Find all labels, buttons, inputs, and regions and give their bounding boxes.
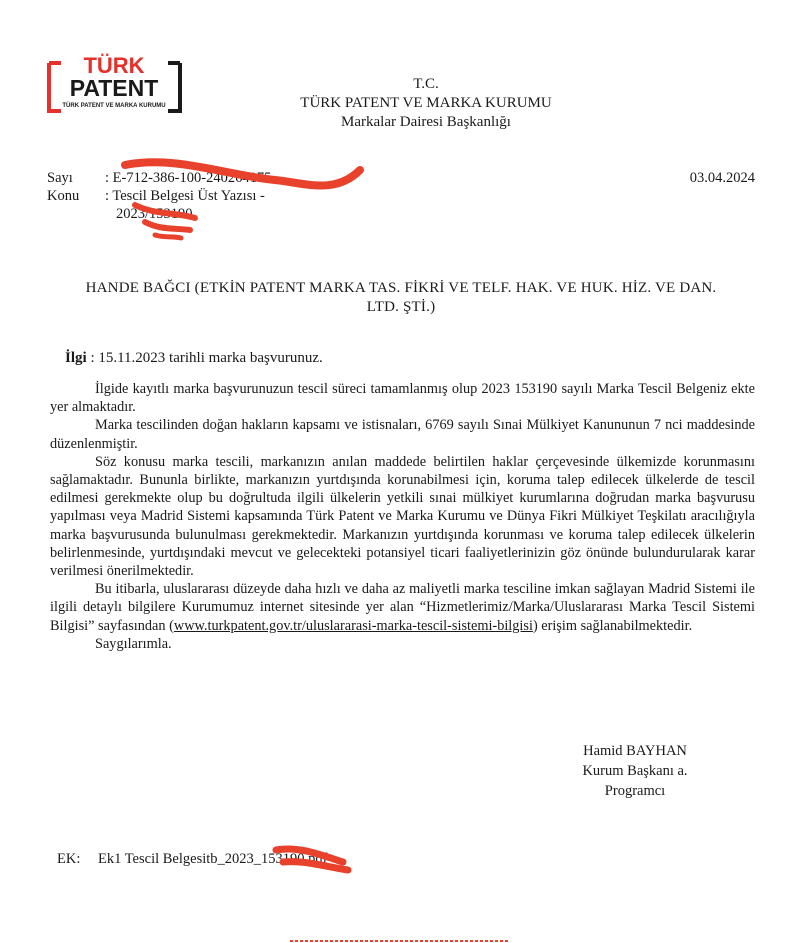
konu-value-line1: : Tescil Belgesi Üst Yazısı - bbox=[105, 188, 265, 204]
attachment bbox=[57, 851, 327, 868]
header-department: Markalar Dairesi Başkanlığı bbox=[341, 114, 511, 130]
logo-main-text: PATENT bbox=[69, 75, 159, 101]
body-paragraph-4 bbox=[50, 580, 755, 635]
logo-top-text: TÜRK bbox=[83, 53, 145, 78]
recipient bbox=[45, 279, 757, 317]
signatory-title: Kurum Başkanı a. bbox=[582, 763, 688, 779]
body-paragraph-1: İlgide kayıtlı marka başvurunuzun tescil süreci tamamlanmış olup 2023 153190 sayılı Marka Tescil Belgeniz ekte yer almaktadır. bbox=[50, 381, 755, 416]
signature-block bbox=[560, 741, 710, 801]
konu-label: Konu bbox=[47, 188, 80, 204]
footer-cutoff-line bbox=[290, 934, 510, 942]
closing: Saygılarımla. bbox=[95, 635, 172, 652]
document-date: 03.04.2024 bbox=[689, 170, 755, 186]
recipient-line2: LTD. ŞTİ.) bbox=[366, 299, 436, 315]
recipient-line1: HANDE BAĞCI (ETKİN PATENT MARKA TAS. FİKRİ VE TELF. HAK. VE HUK. HİZ. VE DAN. bbox=[85, 280, 717, 296]
body-paragraph-4-end: ) erişim sağlanabilmektedir. bbox=[532, 617, 693, 634]
ilgi-text: : 15.11.2023 tarihli marka başvurunuz. bbox=[90, 350, 323, 366]
ilgi-label: İlgi bbox=[65, 350, 87, 366]
signatory-name: Hamid BAYHAN bbox=[583, 743, 687, 759]
madrid-system-link[interactable]: www.turkpatent.gov.tr/uluslararasi-marka-tescil-sistemi-bilgisi bbox=[173, 617, 533, 634]
header-tc: T.C. bbox=[413, 76, 439, 92]
konu-value-line2: 2023/153190 bbox=[116, 206, 193, 222]
body-paragraph-4-text: Bu itibarla, uluslararası düzeyde daha hızlı ve daha az maliyetli marka tesciline imkan sağlayan Madrid Sistemi ile ilgili detaylı bilgilere Kurumumuz internet sitesinde yer alan “Hizmetlerimiz/Marka/Uluslararası Marka Tescil Sistemi Bilgisi” sayfasından ( bbox=[50, 581, 755, 634]
signatory-role: Programcı bbox=[604, 783, 666, 799]
sayi-value: : E-712-386-100-240264175 bbox=[105, 170, 272, 186]
body-paragraph-3: Söz konusu marka tescili, markanızın anılan maddede belirtilen haklar çerçevesinde ülkemizde korunmasını sağlamaktadır. Bununla birlikte, markanızın yurtdışında korunabilmesi için, koruma talep edilecek ülkelerde de tescil edilmesi gerekmekte olup bu doğrultuda ilgili ülkelerin yetkili sınai mülkiyet kurumlarına doğrudan marka başvurusu yapılması veya Madrid Sistemi kapsamında Türk Patent ve Marka Kurumu ve Dünya Fikri Mülkiyet Teşkilatı aracılığıyla marka başvurusunda bulunulması gerekmektedir. Markanızın yurtdışında korunması ve koruma talep edilecek ülkelerin belirlenmesinde, yurtdışındaki mevcut ve gelecekteki potansiyel ticari faaliyetlerinizin göz önünde bulundurularak karar verilmesi önerilmektedir. bbox=[50, 453, 755, 580]
header-institution: TÜRK PATENT VE MARKA KURUMU bbox=[300, 95, 552, 111]
ilgi-reference bbox=[65, 350, 323, 367]
sayi-label: Sayı bbox=[47, 170, 73, 186]
letter-body bbox=[50, 380, 755, 653]
body-paragraph-2: Marka tescilinden doğan hakların kapsamı ve istisnaları, 6769 sayılı Sınai Mülkiyet Kanununun 7 nci maddesinde düzenlenmiştir. bbox=[50, 417, 755, 452]
attachment-file: Ek1 Tescil Belgesitb_2023_153190.pdf bbox=[97, 851, 328, 867]
attachment-label: EK: bbox=[57, 851, 81, 867]
logo-sub-text: TÜRK PATENT VE MARKA KURUMU bbox=[62, 103, 166, 109]
